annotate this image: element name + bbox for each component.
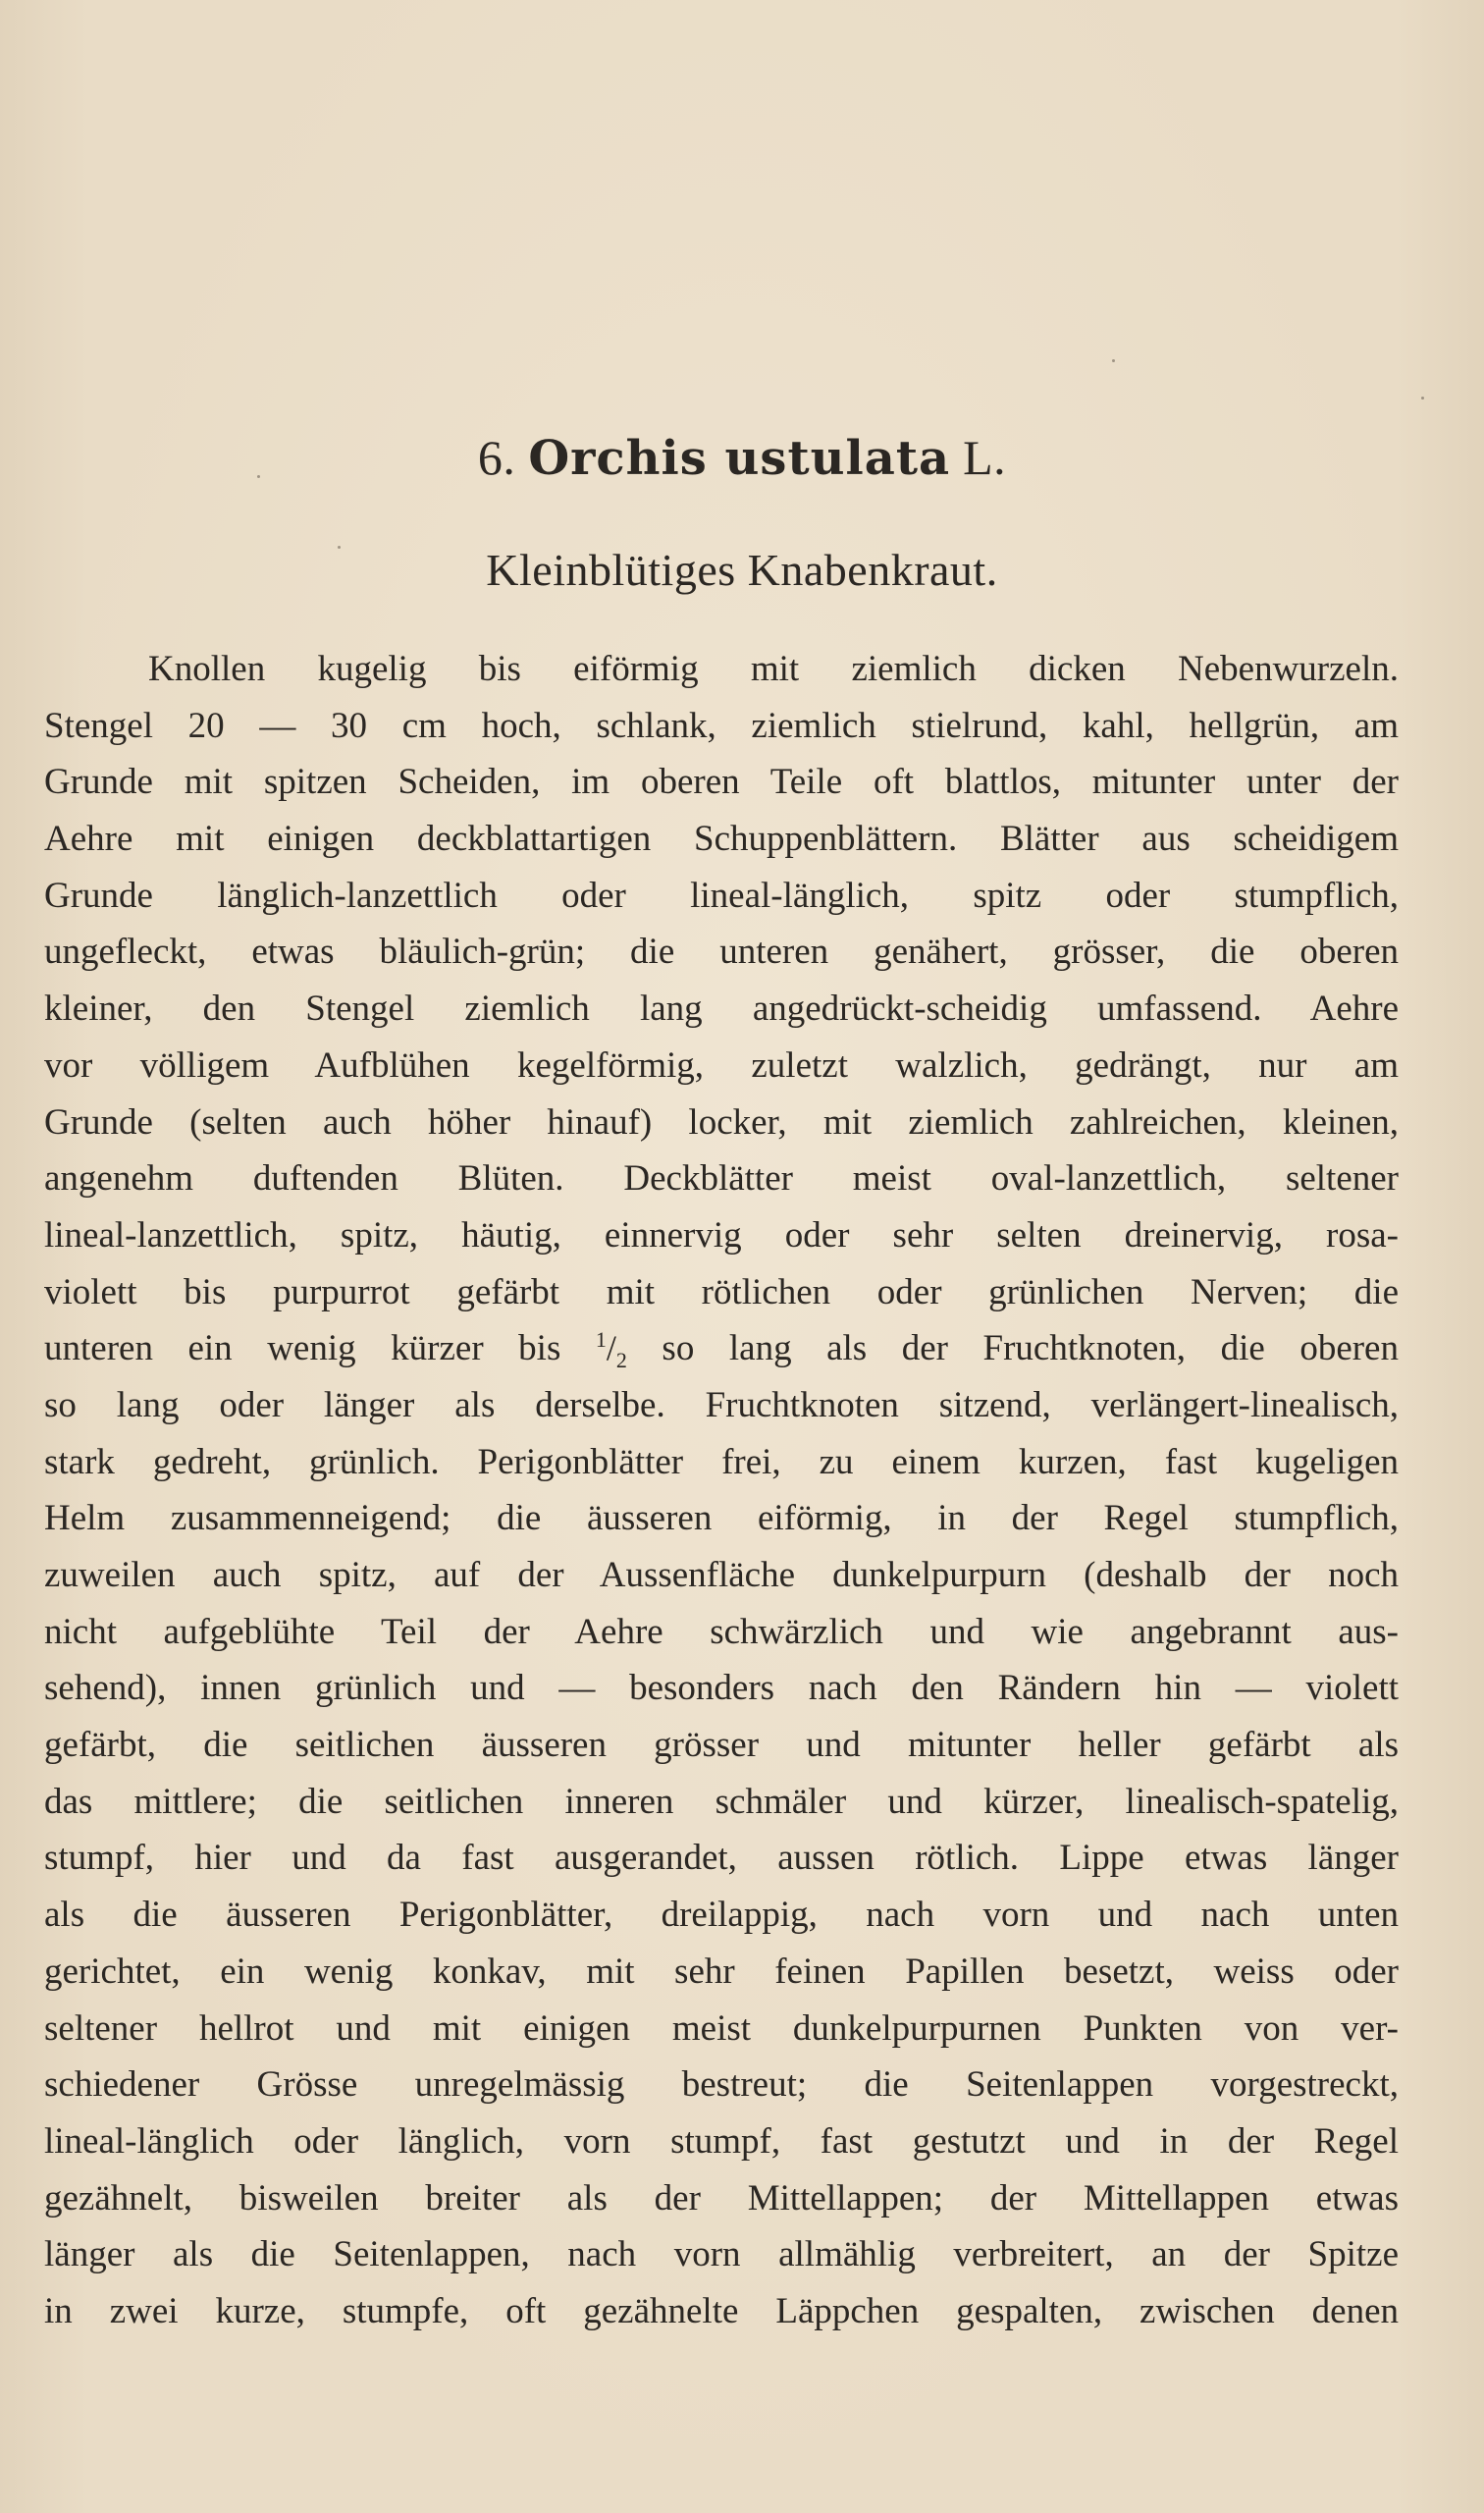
- text-line: vor völligem Aufblühen kegelförmig, zuletzt walzlich, gedrängt, nur am: [44, 1044, 1399, 1086]
- text-line: kleiner, den Stengel ziemlich lang angedrückt-scheidig umfassend. Aehre: [44, 989, 1399, 1030]
- fraction-one-half: $^1/_2$: [595, 1327, 627, 1373]
- text-line: in zwei kurze, stumpfe, oft gezähnelte Läppchen gespalten, zwischen denen: [44, 2290, 1399, 2331]
- text-line: stumpf, hier und da fast ausgerandet, aussen rötlich. Lippe etwas länger: [44, 1838, 1399, 1879]
- line-text-after-fraction: so lang als der Fruchtknoten, die oberen: [626, 1328, 1399, 1369]
- text-line: so lang oder länger als derselbe. Fruchtknoten sitzend, verlängert-linealisch,: [44, 1384, 1399, 1425]
- fraction-denominator: 2: [615, 1348, 627, 1373]
- text-line: gefärbt, die seitlichen äusseren grösser und mitunter heller gefärbt als: [44, 1725, 1399, 1766]
- paper-speck: [1421, 397, 1424, 400]
- text-line: länger als die Seitenlappen, nach vorn allmählig verbreitert, an der Spitze: [44, 2234, 1399, 2275]
- text-line: Stengel 20 — 30 cm hoch, schlank, ziemlich stielrund, kahl, hellgrün, am: [44, 705, 1399, 746]
- text-line: violett bis purpurrot gefärbt mit rötlichen oder grünlichen Nerven; die: [44, 1271, 1399, 1312]
- text-line: gerichtet, ein wenig konkav, mit sehr feinen Papillen besetzt, weiss oder: [44, 1951, 1399, 1992]
- heading-number: 6.: [477, 430, 516, 485]
- text-line: gezähnelt, bisweilen breiter als der Mittellappen; der Mittellappen etwas: [44, 2177, 1399, 2219]
- section-heading: [0, 428, 1484, 488]
- text-line: Aehre mit einigen deckblattartigen Schuppenblättern. Blätter aus scheidigem: [44, 819, 1399, 860]
- text-line: als die äusseren Perigonblätter, dreilappig, nach vorn und nach unten: [44, 1895, 1399, 1936]
- text-line: Helm zusammenneigend; die äusseren eiförmig, in der Regel stumpflich,: [44, 1498, 1399, 1539]
- text-line: Grunde (selten auch höher hinauf) locker, mit ziemlich zahlreichen, kleinen,: [44, 1101, 1399, 1143]
- line-text-before-fraction: unteren ein wenig kürzer bis: [44, 1328, 596, 1369]
- paper-speck: [1112, 359, 1115, 362]
- text-line: lineal-lanzettlich, spitz, häutig, einnervig oder sehr selten dreinervig, rosa-: [44, 1214, 1399, 1256]
- text-line: Grunde mit spitzen Scheiden, im oberen Teile oft blattlos, mitunter unter der: [44, 762, 1399, 803]
- text-line: Grunde länglich-lanzettlich oder lineal-länglich, spitz oder stumpflich,: [44, 875, 1399, 916]
- fraction-numerator: 1: [595, 1327, 607, 1353]
- text-line: ungefleckt, etwas bläulich-grün; die unteren genähert, grösser, die oberen: [44, 932, 1399, 973]
- description-paragraph: [44, 641, 1399, 2340]
- heading-author: L.: [963, 430, 1007, 485]
- text-line-with-fraction: [44, 1320, 1399, 1377]
- text-line: nicht aufgeblühte Teil der Aehre schwärzlich und wie angebrannt aus-: [44, 1611, 1399, 1652]
- text-line: schiedener Grösse unregelmässig bestreut; die Seitenlappen vorgestreckt,: [44, 2064, 1399, 2106]
- text-line: sehend), innen grünlich und — besonders nach den Rändern hin — violett: [44, 1668, 1399, 1709]
- text-line: Knollen kugelig bis eiförmig mit ziemlich dicken Nebenwurzeln.: [148, 649, 1399, 689]
- text-line: lineal-länglich oder länglich, vorn stumpf, fast gestutzt und in der Regel: [44, 2120, 1399, 2162]
- heading-species-name: Orchis ustulata: [528, 431, 951, 486]
- text-line: das mittlere; die seitlichen inneren schmäler und kürzer, linealisch-spatelig,: [44, 1781, 1399, 1822]
- text-line: zuweilen auch spitz, auf der Aussenfläche dunkelpurpurn (deshalb der noch: [44, 1555, 1399, 1595]
- text-line: stark gedreht, grünlich. Perigonblätter frei, zu einem kurzen, fast kugeligen: [44, 1441, 1399, 1482]
- common-name-subtitle: Kleinblütiges Knabenkraut.: [486, 545, 998, 595]
- text-line: angenehm duftenden Blüten. Deckblätter meist oval-lanzettlich, seltener: [44, 1158, 1399, 1200]
- text-line: seltener hellrot und mit einigen meist dunkelpurpurnen Punkten von ver-: [44, 2007, 1399, 2049]
